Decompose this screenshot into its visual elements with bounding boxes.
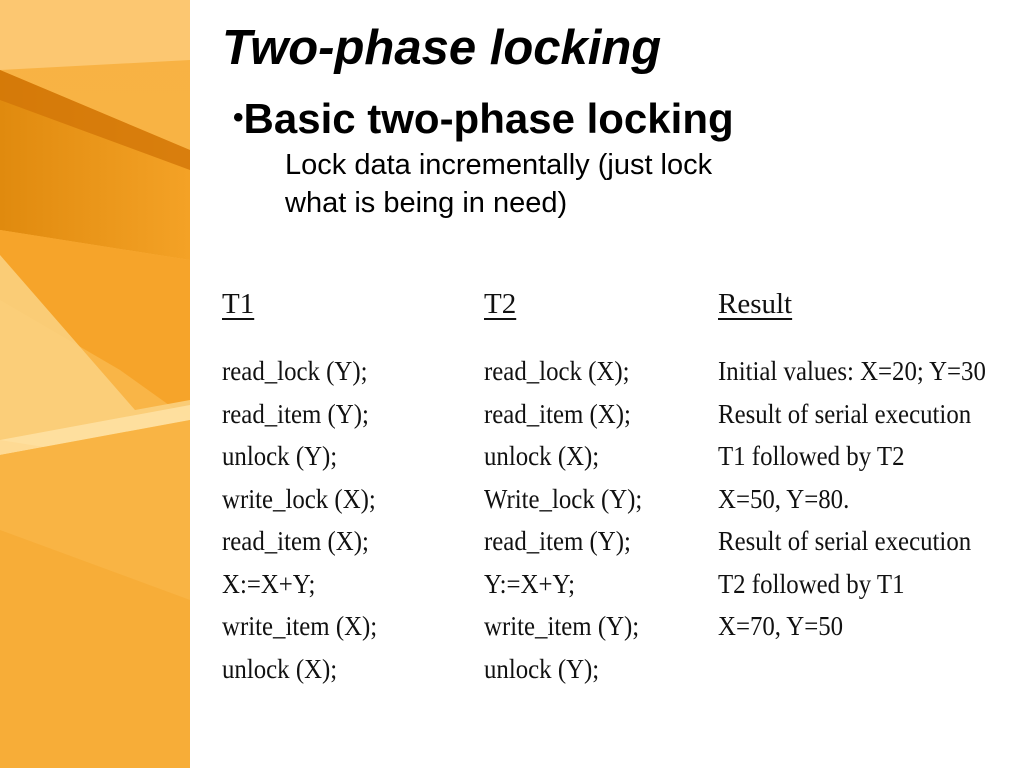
- t2-operation: read_item (Y);: [484, 526, 631, 556]
- description-line: what is being in need): [285, 187, 568, 219]
- column-lines-result: [718, 350, 1009, 648]
- result-line: T1 followed by T2: [718, 441, 905, 471]
- description-line: Lock data incrementally (just lock: [285, 149, 713, 181]
- column-header-t1: T1: [222, 288, 255, 320]
- t2-operation: Y:=X+Y;: [484, 568, 576, 599]
- t1-operation: write_lock (X);: [222, 483, 376, 514]
- orange-wave-graphic: [0, 0, 190, 768]
- result-line: T2 followed by T1: [718, 568, 905, 599]
- t1-operation: unlock (X);: [222, 653, 338, 684]
- t2-operation: read_lock (X);: [484, 356, 630, 386]
- result-line: X=50, Y=80.: [718, 483, 850, 514]
- slide-title: Two-phase locking: [222, 21, 662, 75]
- t2-operation: unlock (Y);: [484, 653, 600, 684]
- result-line: X=70, Y=50: [718, 611, 844, 641]
- bullet-heading: [233, 94, 734, 143]
- bullet-marker: •: [233, 101, 244, 134]
- t2-operation: Write_lock (Y);: [484, 483, 643, 514]
- t1-operation: X:=X+Y;: [222, 568, 316, 599]
- t2-operation: read_item (X);: [484, 398, 631, 429]
- decorative-side-panel: [0, 0, 190, 768]
- result-line: Result of serial execution: [718, 526, 972, 556]
- t1-operation: read_lock (Y);: [222, 356, 368, 386]
- bullet-description: [285, 146, 712, 222]
- t1-operation: read_item (X);: [222, 526, 369, 556]
- column-header-result: Result: [718, 288, 793, 320]
- column-t1: [222, 284, 391, 690]
- schedule-table: [222, 284, 1012, 704]
- column-result: [718, 284, 1009, 648]
- t1-operation: unlock (Y);: [222, 441, 338, 471]
- t2-operation: unlock (X);: [484, 441, 600, 471]
- column-lines-t1: [222, 350, 391, 690]
- result-line: Initial values: X=20; Y=30: [718, 356, 986, 386]
- t2-operation: write_item (Y);: [484, 611, 640, 641]
- t1-operation: write_item (X);: [222, 611, 378, 641]
- column-header-t2: T2: [484, 288, 517, 320]
- column-t2: [484, 284, 656, 690]
- bullet-heading-text: Basic two-phase locking: [243, 95, 734, 142]
- result-line: Result of serial execution: [718, 398, 972, 429]
- t1-operation: read_item (Y);: [222, 398, 369, 429]
- column-lines-t2: [484, 350, 656, 690]
